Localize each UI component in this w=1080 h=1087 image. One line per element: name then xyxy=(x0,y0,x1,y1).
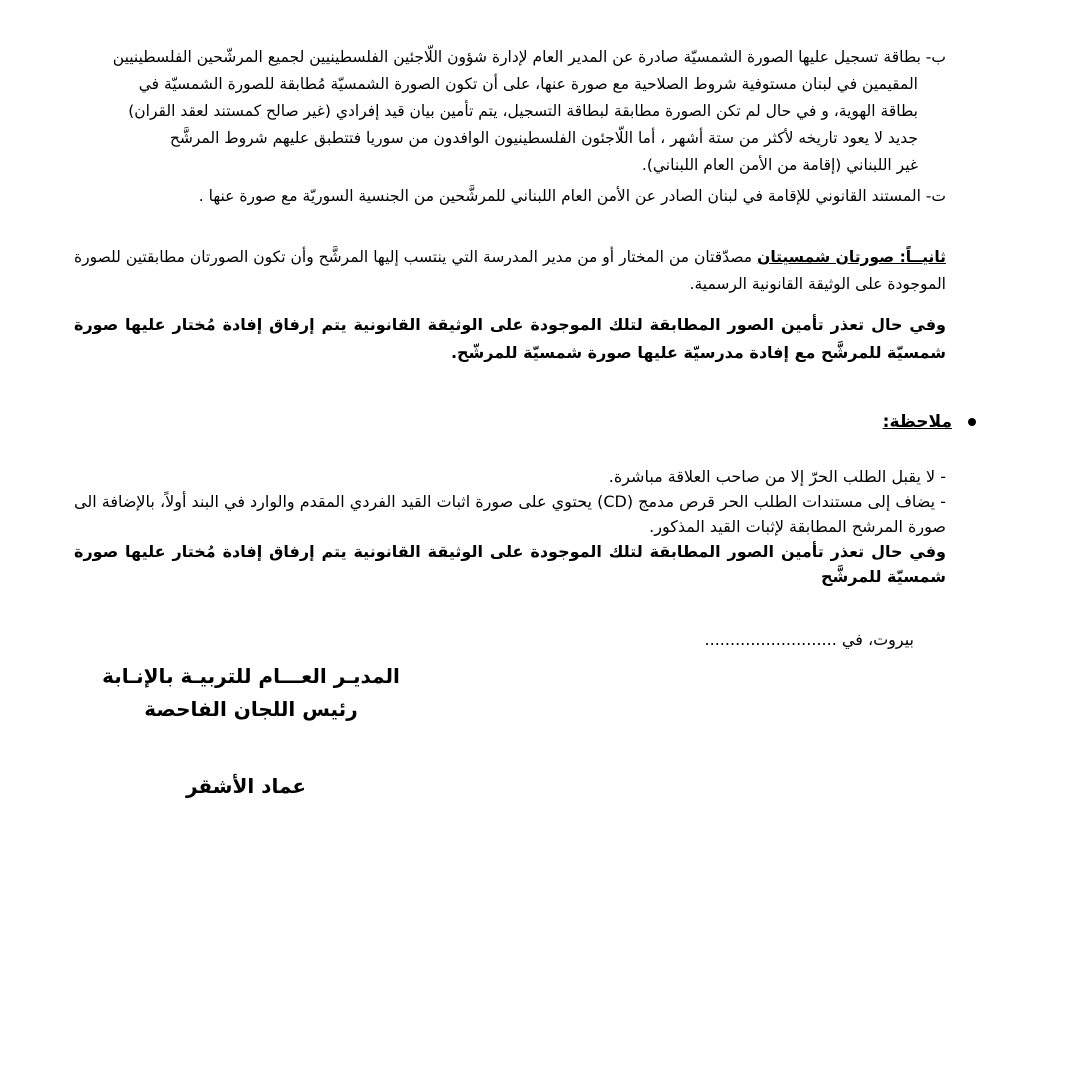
item-b-line-1: ب- بطاقة تسجيل عليها الصورة الشمسيّة صادرة عن المدير العام لإدارة شؤون اللّاجئين الفلسطينيين لجميع المرشّحين الفلسطينيين xyxy=(112,48,946,66)
item-b-line-4: جديد لا يعود تاريخه لأكثر من ستة أشهر ، أما اللّاجئون الفلسطينيون الوافدون من سوريا فتتطبق عليهم شروط المرشَّح xyxy=(169,129,918,147)
bullet-icon xyxy=(968,418,976,426)
signatory-title-line-1: المديـر العـــام للتربيـة بالإنـابة xyxy=(102,664,400,688)
item-t-paragraph xyxy=(74,183,946,210)
section-two-paragraph xyxy=(74,244,946,298)
item-b-paragraph xyxy=(74,44,946,179)
item-b-line-2: المقيمين في لبنان مستوفية شروط الصلاحية مع صورة عنها، على أن تكون الصورة الشمسيّة مُطابقة للصورة الشمسيّة في xyxy=(138,75,918,93)
note-line-2: - يضاف إلى مستندات الطلب الحر قرص مدمج (CD) يحتوي على صورة اثبات القيد الفردي المقدم والوارد في البند أولاً، بالإضافة الى صورة المرشح المطابقة لإثبات القيد المذكور. xyxy=(74,492,946,536)
note-line-3: وفي حال تعذر تأمين الصور المطابقة لتلك الموجودة على الوثيقة القانونية يتم إرفاق إفادة مُختار عليها صورة شمسيّة للمرشَّح xyxy=(74,542,946,586)
note-heading xyxy=(883,412,976,432)
section-two-body: مصدّقتان من المختار أو من مدير المدرسة التي ينتسب إليها المرشَّح وأن تكون الصورتان مطابقتين للصورة الموجودة على الوثيقة القانونية الرسمية. xyxy=(74,248,946,293)
place-date-line: بيروت، في .......................... xyxy=(704,630,914,649)
note-line-1: - لا يقبل الطلب الحرّ إلا من صاحب العلاقة مباشرة. xyxy=(608,467,946,486)
signatory-title xyxy=(96,660,406,726)
item-b-line-5: غير اللبناني (إقامة من الأمن العام اللبناني). xyxy=(641,156,918,174)
notes-block xyxy=(74,464,946,589)
item-b-line-3: بطاقة الهوية، و في حال لم تكن الصورة مطابقة لبطاقة التسجيل، يتم تأمين بيان قيد إفرادي (غير صالح كمستند لعقد القران) xyxy=(128,102,918,120)
note-label: ملاحظة: xyxy=(882,412,952,432)
signatory-name: عماد الأشقر xyxy=(185,774,307,798)
item-t-text: ت- المستند القانوني للإقامة في لبنان الصادر عن الأمن العام اللبناني للمرشَّحين من الجنسية السوريّة مع صورة عنها . xyxy=(198,187,946,205)
section-two-heading: ثانيــاً: صورتان شمسيتان xyxy=(757,248,946,266)
signatory-title-line-2: رئيس اللجان الفاحصة xyxy=(144,697,358,721)
bold-instruction-paragraph: وفي حال تعذر تأمين الصور المطابقة لتلك الموجودة على الوثيقة القانونية يتم إرفاق إفادة مُختار عليها صورة شمسيّة للمرشَّح مع إفادة مدرسيّة عليها صورة شمسيّة للمرشّح. xyxy=(74,315,946,362)
